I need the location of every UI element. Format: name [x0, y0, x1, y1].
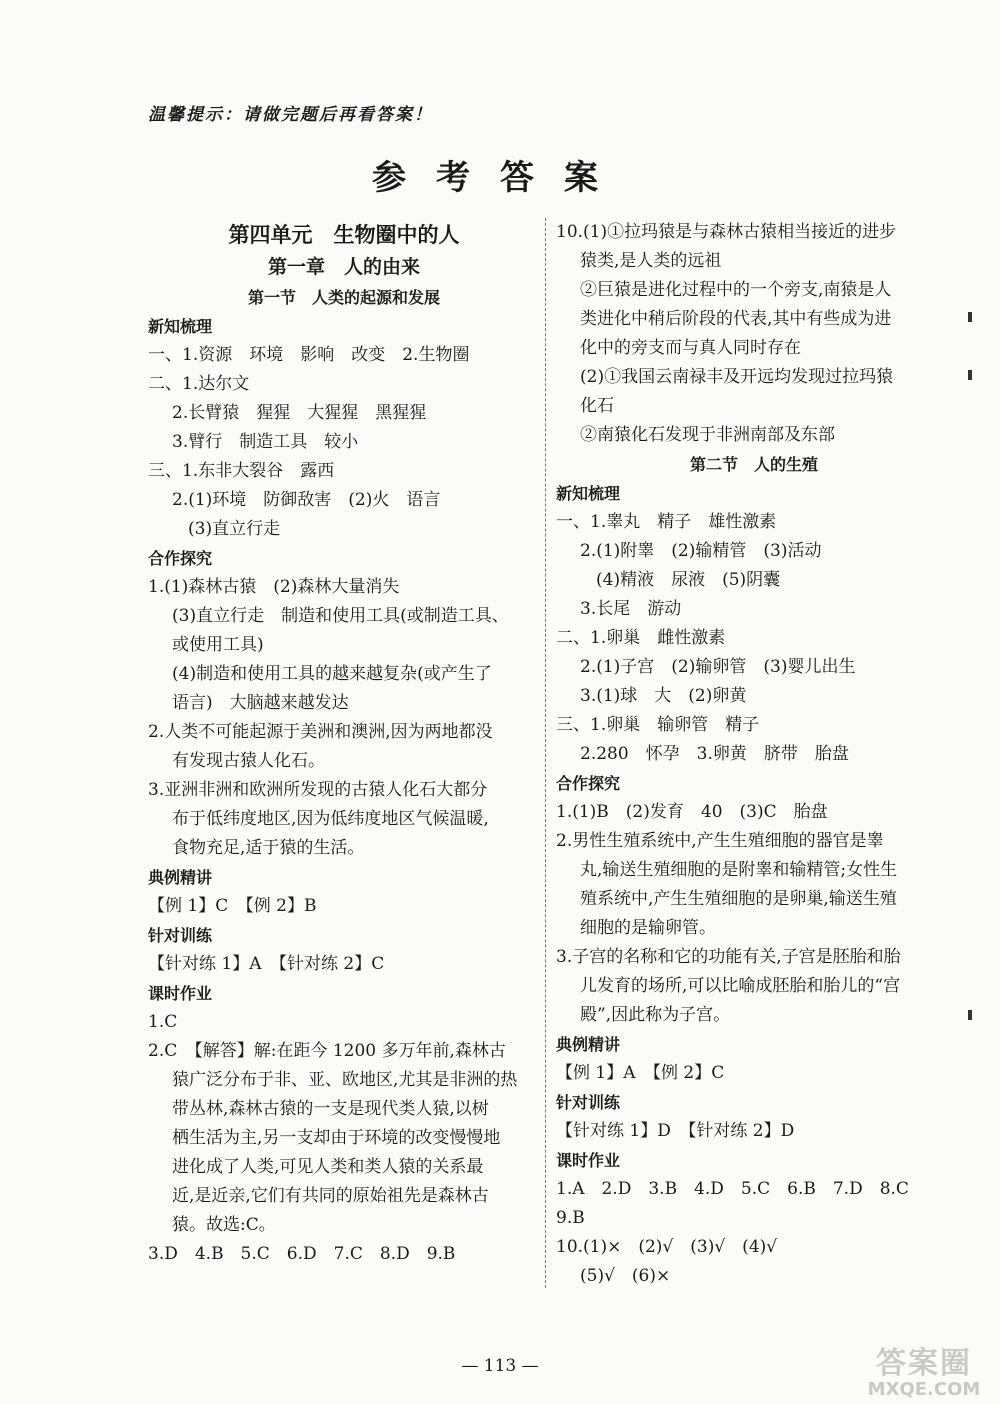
- answer-line: ②巨猿是进化过程中的一个旁支,南猿是人: [580, 280, 892, 300]
- answer-line: 3.D 4.B 5.C 6.D 7.C 8.D 9.B: [148, 1244, 456, 1264]
- scan-mark: [968, 312, 972, 322]
- subheading: 合作探究: [148, 549, 213, 568]
- subheading: 新知梳理: [148, 317, 213, 336]
- answer-line: 二、1.达尔文: [148, 374, 250, 394]
- answer-line: 3.子宫的名称和它的功能有关,子宫是胚胎和胎: [556, 947, 901, 967]
- answer-line: 猿类,是人类的远祖: [580, 251, 722, 271]
- answer-line: 3.亚洲非洲和欧洲所发现的古猿人化石大都分: [148, 780, 488, 800]
- watermark-logo: [858, 1348, 990, 1400]
- answer-line: 一、1.资源 环境 影响 改变 2.生物圈: [148, 345, 470, 365]
- answer-line: 2.长臂猿 猩猩 大猩猩 黑猩猩: [172, 403, 427, 423]
- answer-line: 【针对练 1】D 【针对练 2】D: [556, 1121, 795, 1141]
- answer-line: 【例 1】A 【例 2】C: [556, 1063, 725, 1083]
- answer-line: (4)精液 尿液 (5)阴囊: [596, 570, 781, 590]
- answer-line: ②南猿化石发现于非洲南部及东部: [580, 425, 835, 445]
- watermark-url: MXQE.COM: [867, 1379, 981, 1400]
- left-column: [148, 218, 540, 1269]
- answer-line: (3)直立行走 制造和使用工具(或制造工具、: [172, 606, 509, 626]
- answer-line: 【针对练 1】A 【针对练 2】C: [148, 954, 385, 974]
- answer-line: 2.(1)附睾 (2)输精管 (3)活动: [580, 541, 822, 561]
- answer-line: 3.长尾 游动: [580, 599, 682, 619]
- reminder-text: 温馨提示：请做完题后再看答案！: [148, 105, 433, 125]
- answer-line: 1.(1)森林古猿 (2)森林大量消失: [148, 577, 400, 597]
- answer-line: 10.(1)× (2)√ (3)√ (4)√: [556, 1237, 778, 1257]
- answer-line: 猿广泛分布于非、亚、欧地区,尤其是非洲的热: [172, 1070, 518, 1090]
- answer-line: (3)直立行走: [188, 519, 281, 539]
- page-title: 参考答案: [372, 158, 628, 198]
- answer-line: 【例 1】C 【例 2】B: [148, 896, 317, 916]
- subheading: 针对训练: [148, 926, 213, 945]
- answer-line: 三、1.东非大裂谷 露西: [148, 461, 335, 481]
- answer-line: 1.A 2.D 3.B 4.D 5.C 6.B 7.D 8.C: [556, 1179, 909, 1199]
- subheading: 新知梳理: [556, 484, 621, 503]
- column-divider: [545, 218, 546, 1288]
- answer-line: 带丛林,森林古猿的一支是现代类人猿,以树: [172, 1099, 489, 1119]
- subheading: 针对训练: [556, 1093, 621, 1112]
- answer-line: 三、1.卵巢 输卵管 精子: [556, 715, 760, 735]
- answer-line: 2.280 怀孕 3.卵黄 脐带 胎盘: [580, 744, 849, 764]
- answer-line: 2.男性生殖系统中,产生生殖细胞的器官是睾: [556, 831, 884, 851]
- answer-line: 3.(1)球 大 (2)卵黄: [580, 686, 747, 706]
- answer-line: 3.臂行 制造工具 较小: [172, 432, 359, 452]
- answer-line: 2.C 【解答】解:在距今 1200 多万年前,森林古: [148, 1041, 506, 1061]
- answer-line: 一、1.睾丸 精子 雄性激素: [556, 512, 777, 532]
- answer-line: 丸,输送生殖细胞的是附睾和输精管;女性生: [580, 860, 898, 880]
- answer-line: 布于低纬度地区,因为低纬度地区气候温暖,: [172, 809, 489, 829]
- answer-line: (2)①我国云南禄丰及开远均发现过拉玛猿: [580, 367, 894, 387]
- answer-line: 类进化中稍后阶段的代表,其中有些成为进: [580, 309, 892, 329]
- subheading: 课时作业: [556, 1151, 621, 1170]
- answer-line: 猿。故选:C。: [172, 1215, 276, 1235]
- answer-line: 语言) 大脑越来越发达: [172, 693, 349, 713]
- answer-line: 有发现古猿人化石。: [172, 751, 325, 771]
- answer-line: 10.(1)①拉玛猿是与森林古猿相当接近的进步: [556, 222, 897, 242]
- subheading: 典例精讲: [556, 1035, 621, 1054]
- subheading: 典例精讲: [148, 868, 213, 887]
- watermark-text: 答案圈: [876, 1346, 972, 1381]
- unit-heading: 第四单元 生物圈中的人: [228, 223, 460, 247]
- answer-line: 9.B: [556, 1208, 585, 1228]
- answer-line: 儿发育的场所,可以比喻成胚胎和胎儿的“宫: [580, 976, 901, 996]
- answer-line: 栖生活为主,另一支却由于环境的改变慢慢地: [172, 1128, 501, 1148]
- scan-mark: [968, 370, 972, 380]
- subheading: 合作探究: [556, 774, 621, 793]
- section-heading: 第二节 人的生殖: [689, 455, 818, 474]
- answer-line: 2.人类不可能起源于美洲和澳洲,因为两地都没: [148, 722, 493, 742]
- answer-line: 进化成了人类,可见人类和类人猿的关系最: [172, 1157, 484, 1177]
- answer-line: 1.C: [148, 1012, 178, 1032]
- answer-line: 或使用工具): [172, 635, 264, 655]
- answer-line: (4)制造和使用工具的越来越复杂(或产生了: [172, 664, 492, 684]
- answer-line: 化石: [580, 396, 614, 416]
- answer-line: 殿”,因此称为子宫。: [580, 1005, 731, 1025]
- answer-line: 殖系统中,产生生殖细胞的是卵巢,输送生殖: [580, 889, 897, 909]
- page-number: — 113 —: [461, 1356, 539, 1376]
- answer-line: 1.(1)B (2)发育 40 (3)C 胎盘: [556, 802, 828, 822]
- chapter-heading: 第一章 人的由来: [267, 256, 420, 278]
- answer-line: (5)√ (6)×: [580, 1266, 671, 1286]
- subheading: 课时作业: [148, 984, 213, 1003]
- answer-line: 化中的旁支而与真人同时存在: [580, 338, 801, 358]
- scan-mark: [968, 1010, 972, 1020]
- answer-line: 2.(1)环境 防御敌害 (2)火 语言: [172, 490, 441, 510]
- answer-line: 二、1.卵巢 雌性激素: [556, 628, 726, 648]
- answer-line: 近,是近亲,它们有共同的原始祖先是森林古: [172, 1186, 489, 1206]
- right-column: [556, 218, 952, 1291]
- answer-line: 2.(1)子宫 (2)输卵管 (3)婴儿出生: [580, 657, 856, 677]
- section-heading: 第一节 人类的起源和发展: [247, 288, 440, 307]
- answer-line: 细胞的是输卵管。: [580, 918, 716, 938]
- answer-line: 食物充足,适于猿的生活。: [172, 838, 365, 858]
